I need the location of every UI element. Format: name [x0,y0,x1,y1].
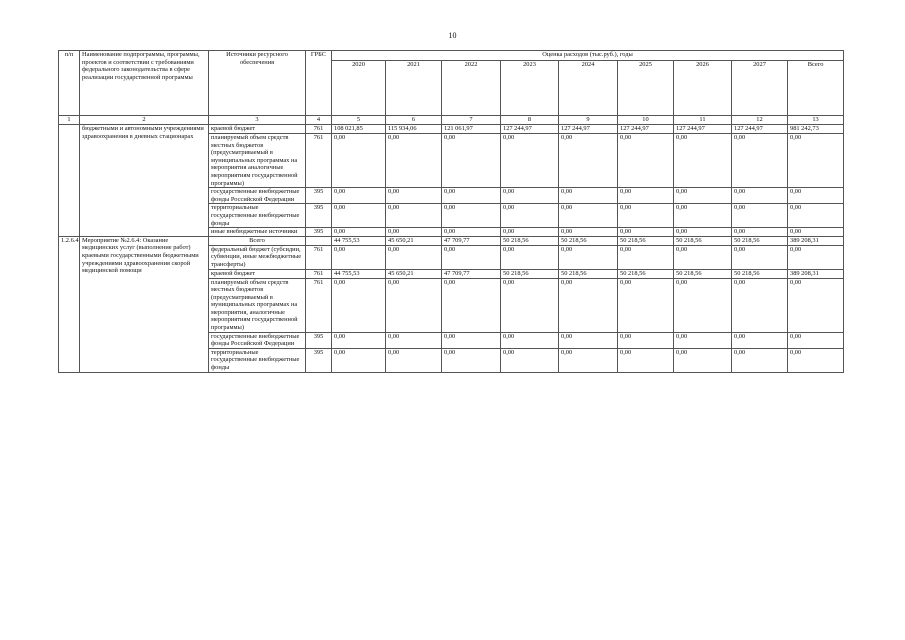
value-cell: 108 021,85 [332,125,386,134]
value-cell: 0,00 [559,245,618,269]
value-cell: 0,00 [674,134,732,188]
grbs-cell: 761 [306,134,332,188]
value-cell: 50 218,56 [559,236,618,245]
column-number: 4 [306,116,332,125]
value-cell: 115 934,06 [386,125,442,134]
column-number-row [59,116,844,125]
value-cell: 0,00 [501,332,559,348]
value-cell: 0,00 [386,204,442,228]
value-cell: 0,00 [732,204,788,228]
value-cell: 0,00 [674,278,732,332]
value-cell: 0,00 [732,134,788,188]
value-cell: 0,00 [674,245,732,269]
column-number: 12 [732,116,788,125]
value-cell: 0,00 [732,332,788,348]
value-cell: 47 709,77 [442,236,501,245]
source-cell-total: Всего [209,236,306,245]
value-cell: 0,00 [732,228,788,237]
header-year: 2023 [501,61,559,116]
header-grbs: ГРБС [306,51,332,116]
column-number: 3 [209,116,306,125]
item-number-cell [59,125,80,237]
value-cell: 0,00 [788,245,844,269]
value-cell: 0,00 [788,332,844,348]
column-number: 8 [501,116,559,125]
header-row-1 [59,51,844,61]
value-cell: 50 218,56 [501,236,559,245]
value-cell: 0,00 [501,245,559,269]
value-cell: 0,00 [732,278,788,332]
value-cell: 50 218,56 [501,269,559,278]
grbs-cell: 395 [306,204,332,228]
value-cell: 0,00 [501,204,559,228]
value-cell: 981 242,73 [788,125,844,134]
value-cell: 127 244,97 [501,125,559,134]
value-cell: 50 218,56 [559,269,618,278]
value-cell: 0,00 [732,348,788,372]
column-number: 9 [559,116,618,125]
source-cell: планируемый объем средств местных бюджетов (предусматриваемый в муниципальных программах на мероприятия аналогичные мероприятиям государственной программы) [209,134,306,188]
grbs-cell: 761 [306,125,332,134]
value-cell: 0,00 [732,245,788,269]
table-row-total [59,236,844,245]
value-cell: 0,00 [559,134,618,188]
value-cell: 0,00 [442,278,501,332]
header-year: 2026 [674,61,732,116]
value-cell: 389 208,31 [788,236,844,245]
value-cell: 0,00 [618,188,674,204]
value-cell: 0,00 [674,332,732,348]
value-cell: 0,00 [332,188,386,204]
header-source: Источники ресурсного обеспечения [209,51,306,116]
value-cell: 50 218,56 [732,269,788,278]
value-cell: 0,00 [788,278,844,332]
budget-table [58,50,844,373]
value-cell: 0,00 [386,188,442,204]
value-cell: 0,00 [386,228,442,237]
value-cell: 0,00 [618,278,674,332]
value-cell: 0,00 [501,228,559,237]
value-cell: 0,00 [732,188,788,204]
header-year: 2024 [559,61,618,116]
column-number: 11 [674,116,732,125]
value-cell: 0,00 [788,134,844,188]
value-cell: 121 061,97 [442,125,501,134]
value-cell: 127 244,97 [559,125,618,134]
value-cell: 0,00 [442,332,501,348]
value-cell: 44 755,53 [332,236,386,245]
value-cell: 0,00 [386,278,442,332]
header-total: Всего [788,61,844,116]
value-cell: 50 218,56 [674,236,732,245]
value-cell: 127 244,97 [618,125,674,134]
value-cell: 0,00 [618,134,674,188]
value-cell: 0,00 [442,245,501,269]
value-cell: 0,00 [332,245,386,269]
value-cell: 0,00 [674,348,732,372]
value-cell: 0,00 [442,348,501,372]
column-number: 10 [618,116,674,125]
value-cell: 0,00 [501,134,559,188]
value-cell: 45 650,21 [386,269,442,278]
value-cell: 0,00 [332,228,386,237]
item-number-cell: 1.2.6.4 [59,236,80,372]
value-cell: 0,00 [674,228,732,237]
value-cell: 0,00 [559,228,618,237]
value-cell: 50 218,56 [732,236,788,245]
value-cell: 0,00 [618,348,674,372]
value-cell: 0,00 [386,348,442,372]
value-cell: 0,00 [442,228,501,237]
table-row [59,125,844,134]
header-year: 2025 [618,61,674,116]
grbs-cell: 395 [306,228,332,237]
value-cell: 0,00 [559,188,618,204]
source-cell: планируемый объем средств местных бюджетов (предусматриваемый в муниципальных программах на мероприятия, аналогичные мероприятиям государственной программы) [209,278,306,332]
value-cell: 47 709,77 [442,269,501,278]
column-number: 7 [442,116,501,125]
value-cell: 0,00 [332,348,386,372]
value-cell: 127 244,97 [732,125,788,134]
value-cell: 0,00 [674,188,732,204]
header-year: 2020 [332,61,386,116]
source-cell: государственные внебюджетные фонды Российской Федерации [209,188,306,204]
value-cell: 389 208,31 [788,269,844,278]
value-cell: 50 218,56 [674,269,732,278]
header-year: 2027 [732,61,788,116]
grbs-cell [306,236,332,245]
source-cell: краевой бюджет [209,125,306,134]
value-cell: 0,00 [788,188,844,204]
source-cell: краевой бюджет [209,269,306,278]
header-name: Наименование подпрограммы, программы, проектов и соответствии с требованиями федерального законодательства в сфере реализации государственной программы [80,51,209,116]
source-cell: иные внебюджетные источники [209,228,306,237]
value-cell: 0,00 [501,278,559,332]
grbs-cell: 761 [306,278,332,332]
grbs-cell: 395 [306,332,332,348]
value-cell: 45 650,21 [386,236,442,245]
value-cell: 44 755,53 [332,269,386,278]
header-year: 2022 [442,61,501,116]
column-number: 6 [386,116,442,125]
value-cell: 0,00 [501,348,559,372]
grbs-cell: 395 [306,348,332,372]
grbs-cell: 395 [306,188,332,204]
page-number: 10 [448,31,457,40]
value-cell: 0,00 [332,278,386,332]
value-cell: 0,00 [386,332,442,348]
column-number: 2 [80,116,209,125]
header-year: 2021 [386,61,442,116]
source-cell: территориальные государственные внебюджетные фонды [209,348,306,372]
value-cell: 0,00 [442,188,501,204]
value-cell: 0,00 [386,245,442,269]
value-cell: 0,00 [674,204,732,228]
source-cell: территориальные государственные внебюджетные фонды [209,204,306,228]
value-cell: 0,00 [386,134,442,188]
value-cell: 0,00 [618,245,674,269]
column-number: 1 [59,116,80,125]
header-num: п/п [59,51,80,116]
value-cell: 0,00 [788,228,844,237]
value-cell: 0,00 [618,332,674,348]
value-cell: 0,00 [442,134,501,188]
header-estimate: Оценка расходов (тыс.руб.), годы [332,51,844,61]
item-name-cell: Мероприятие №2.6.4: Оказание медицинских услуг (выполнение работ) краевыми государственными бюджетными учреждениями здравоохранения скорой медицинской помощи [80,236,209,372]
value-cell: 0,00 [559,332,618,348]
value-cell: 0,00 [332,332,386,348]
source-cell: федеральный бюджет (субсидии, субвенции, иные межбюджетные трансферты) [209,245,306,269]
value-cell: 50 218,56 [618,269,674,278]
value-cell: 0,00 [559,278,618,332]
value-cell: 0,00 [501,188,559,204]
source-cell: государственные внебюджетные фонды Российской Федерации [209,332,306,348]
value-cell: 127 244,97 [674,125,732,134]
grbs-cell: 761 [306,269,332,278]
item-name-cell: бюджетными и автономными учреждениями здравоохранения в дневных стационарах [80,125,209,237]
grbs-cell: 761 [306,245,332,269]
value-cell: 0,00 [442,204,501,228]
column-number: 5 [332,116,386,125]
value-cell: 0,00 [618,228,674,237]
value-cell: 0,00 [788,204,844,228]
value-cell: 0,00 [332,204,386,228]
column-number: 13 [788,116,844,125]
value-cell: 0,00 [559,348,618,372]
value-cell: 0,00 [559,204,618,228]
value-cell: 50 218,56 [618,236,674,245]
value-cell: 0,00 [332,134,386,188]
value-cell: 0,00 [618,204,674,228]
value-cell: 0,00 [788,348,844,372]
